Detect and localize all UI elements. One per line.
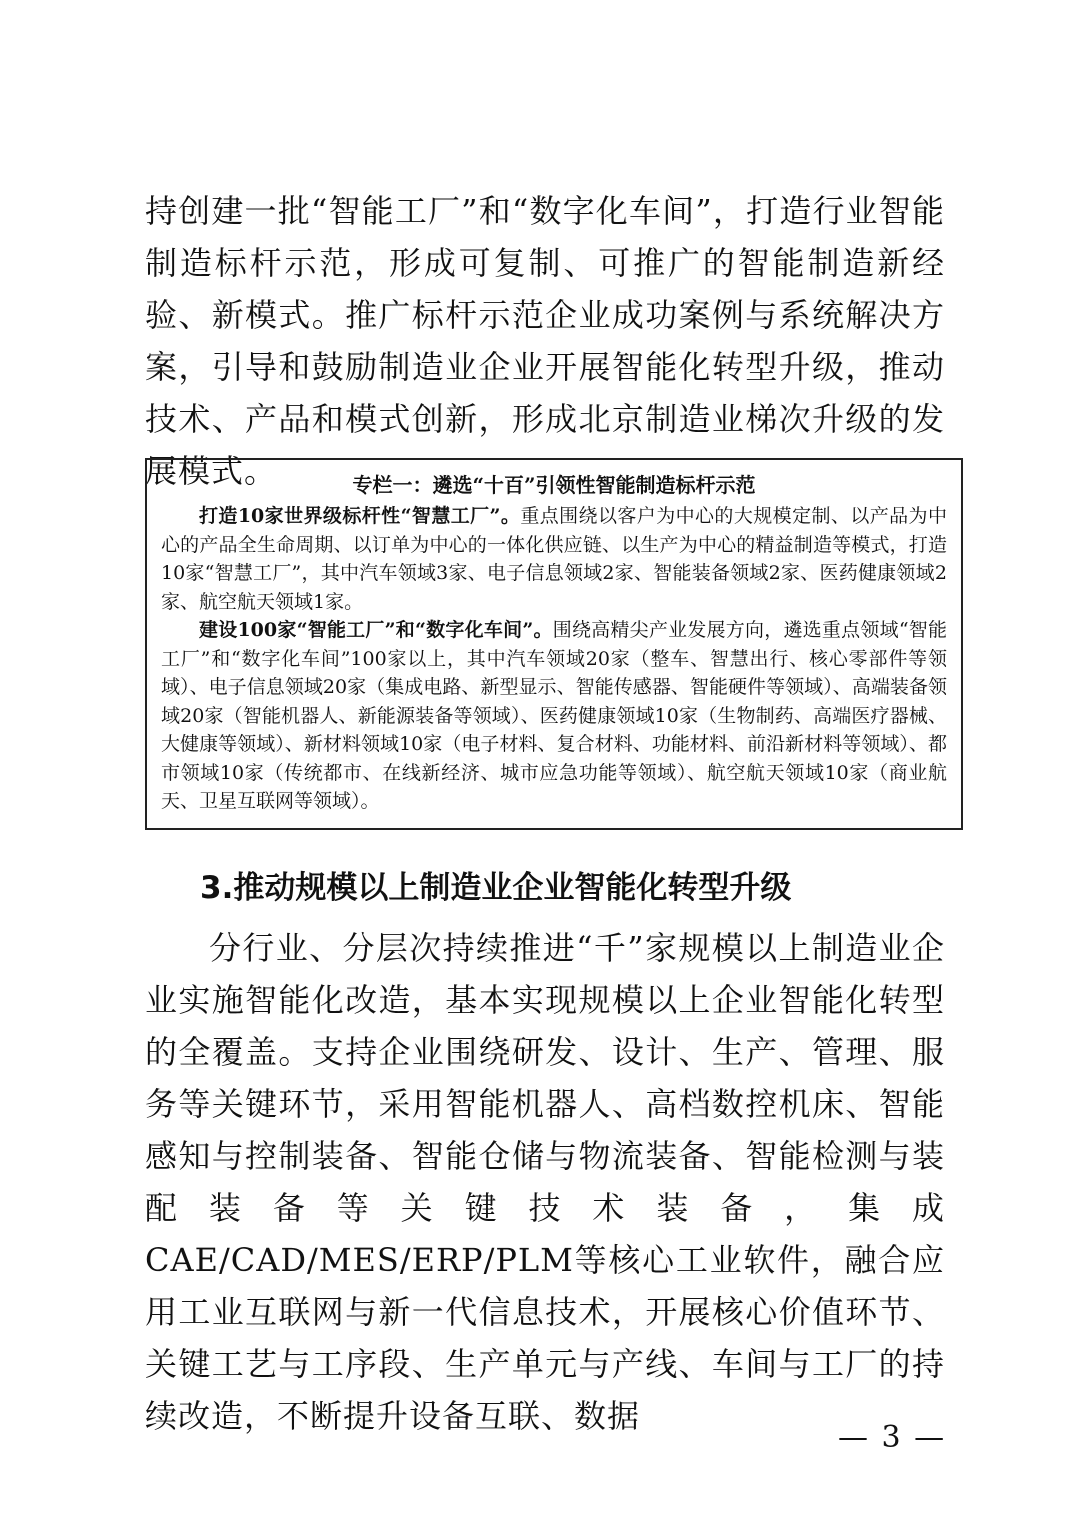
column-box xyxy=(145,458,963,830)
body-paragraph-1: 持创建一批“智能工厂”和“数字化车间”，打造行业智能制造标杆示范，形成可复制、可推广的智能制造新经验、新模式。推广标杆示范企业成功案例与系统解决方案，引导和鼓励制造业企业开展智能化转型升级，推动技术、产品和模式创新，形成北京制造业梯次升级的发展模式。 xyxy=(145,192,945,490)
column-box-paragraph-2-lead: 建设100家“智能工厂”和“数字化车间”。 xyxy=(199,619,553,641)
column-box-paragraph-1 xyxy=(161,502,947,616)
column-box-paragraph-1-lead: 打造10家世界级标杆性“智慧工厂”。 xyxy=(199,505,521,527)
column-box-paragraph-2 xyxy=(161,616,947,816)
column-box-title: 专栏一：遴选“十百”引领性智能制造标杆示范 xyxy=(352,473,756,497)
body-paragraph-2: 分行业、分层次持续推进“千”家规模以上制造业企业实施智能化改造，基本实现规模以上企业智能化转型的全覆盖。支持企业围绕研发、设计、生产、管理、服务等关键环节，采用智能机器人、高档数控机床、智能感知与控制装备、智能仓储与物流装备、智能检测与装配装备等关键技术装备，集成CAE/CAD/MES/ERP/PLM等核心工业软件，融合应用工业互联网与新一代信息技术，开展核心价值环节、关键工艺与工序段、生产单元与产线、车间与工厂的持续改造，不断提升设备互联、数据 xyxy=(145,929,945,1435)
section-heading: 3.推动规模以上制造业企业智能化转型升级 xyxy=(200,870,792,906)
column-box-paragraph-1-text: 重点围绕以客户为中心的大规模定制、以产品为中心的产品全生命周期、以订单为中心的一体化供应链、以生产为中心的精益制造等模式，打造10家“智慧工厂”，其中汽车领域3家、电子信息领域2家、智能装备领域2家、医药健康领域2家、航空航天领域1家。 xyxy=(161,505,947,613)
column-box-paragraph-2-text: 围绕高精尖产业发展方向，遴选重点领域“智能工厂”和“数字化车间”100家以上，其中汽车领域20家（整车、智慧出行、核心零部件等领域）、电子信息领域20家（集成电路、新型显示、智能传感器、智能硬件等领域）、高端装备领域20家（智能机器人、新能源装备等领域）、医药健康领域10家（生物制药、高端医疗器械、大健康等领域）、新材料领域10家（电子材料、复合材料、功能材料、前沿新材料等领域）、都市领域10家（传统都市、在线新经济、城市应急功能等领域）、航空航天领域10家（商业航天、卫星互联网等领域）。 xyxy=(161,619,947,812)
page-number: — 3 — xyxy=(838,1420,947,1455)
